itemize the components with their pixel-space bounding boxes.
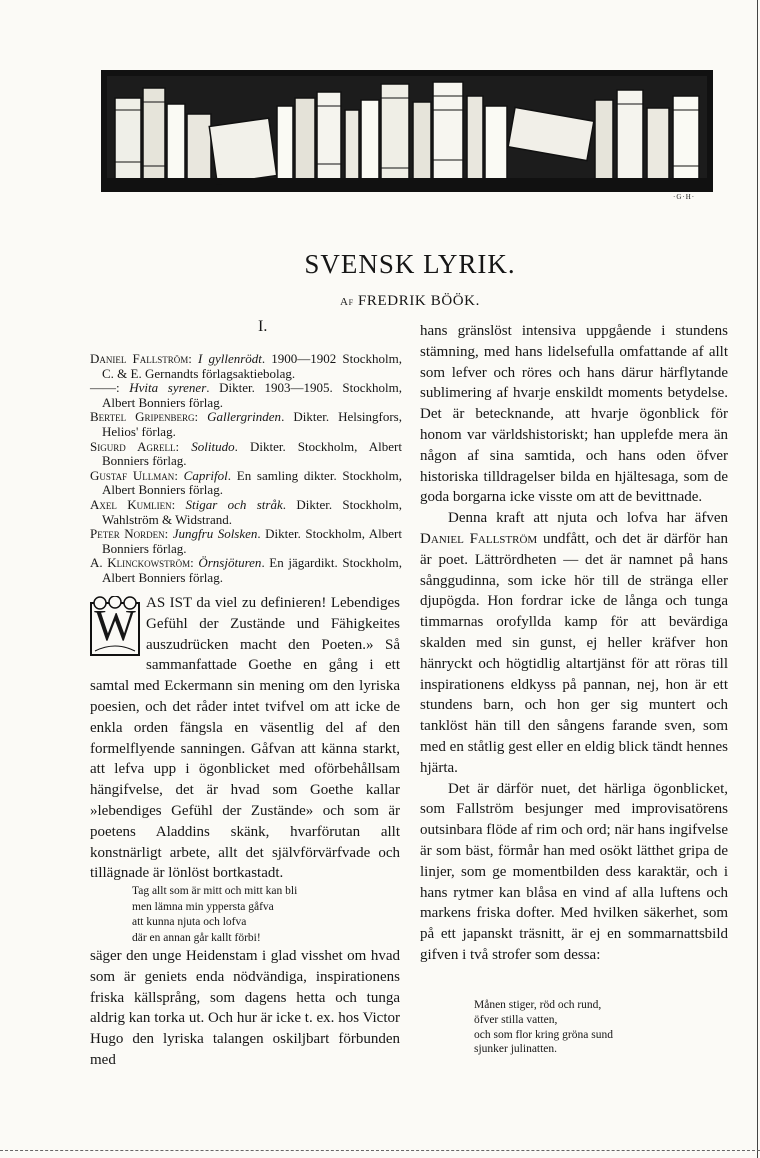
page-edge-line <box>757 0 758 1158</box>
reference-item: Axel Kumlien: Stigar och stråk. Dikter. Stockholm, Wahlström & Widstrand. <box>90 496 402 527</box>
dropcap-letter: W <box>94 601 136 650</box>
body-paragraph: säger den unge Heidenstam i glad visshet om hvad som är geniets enda nödvändiga, inspirationens friska källsprång, som dagens hetta och tunga aldrig kan torka ut. Och hur är icke t. ex. hos Victor Hugo den lyriska talangen oskiljbart förbunden med <box>90 948 400 1068</box>
left-column-opening <box>90 593 400 884</box>
poem-line: Tag allt som är mitt och mitt kan bli <box>132 885 298 897</box>
poem-line: där en annan går kallt förbi! <box>132 931 261 944</box>
fallstrom-quote <box>474 998 724 1057</box>
reference-item: A. Klinckowström: Örnsjöturen. En jägardikt. Stockholm, Albert Bonniers förlag. <box>90 555 402 585</box>
bookshelf-illustration <box>101 70 713 192</box>
byline-author: FREDRIK BÖÖK. <box>357 293 480 309</box>
body-paragraph: Denna kraft att njuta och lofva har äfven Daniel Fallström undfått, och det är därför han är poet. Lättrördheten — det är namnet på hans sånggudinna, som icke hör till de stränga eller djupögda. Hon fordrar icke de långa och tunga timmarnas orofyllda kamp för att bevärdiga skalden med sin gunst, ej heller kräfver hon hänryckt och högtidlig altartjänst för att röras till inspirationens eldkyss på pannan, nej, hon är ett stundens barn, och hon ger sig muntert och tanklöst hän till den sångens farande sven, som med en ståtlig gest eller en eldig blick tändt hennes hjärta. <box>420 510 728 776</box>
poem-line: men lämna min yppersta gåfva <box>132 900 274 913</box>
dropcap-ornament <box>90 596 140 656</box>
illustrator-signature: ·G·H· <box>673 193 696 201</box>
poem-line: Månen stiger, röd och rund, <box>474 999 602 1011</box>
reference-item: Gustaf Ullman: Caprifol. En samling dikter. Stockholm, Albert Bonniers förlag. <box>90 467 403 498</box>
poem-line: öfver stilla vatten, <box>474 1013 558 1026</box>
left-column-continuation <box>90 946 400 1071</box>
article-byline <box>0 293 760 310</box>
page-bottom-edge <box>0 1150 760 1152</box>
poem-line: att kunna njuta och lofva <box>132 916 247 928</box>
poem-line: sjunker julinatten. <box>474 1043 558 1056</box>
reference-list <box>90 352 402 586</box>
reference-item: ——: Hvita syrener. Dikter. 1903—1905. Stockholm, Albert Bonniers förlag. <box>90 380 402 410</box>
poem-line: och som flor kring gröna sund <box>474 1028 613 1041</box>
author-name: Daniel Fallström <box>420 530 538 547</box>
reference-item: Sigurd Agrell: Solitudo. Dikter. Stockholm, Albert Bonniers förlag. <box>90 438 402 469</box>
opening-paragraph: W AS IST da viel zu definieren! Lebendiges Gefühl der Zustände und Fähigkeites auszudrücken macht den Poeten.» Så sammanfattade Goethe en gång i ett samtal med Eckermann sin mening om den lyriska poesien, och det råder intet tvifvel om att icke de enkla orden fängsla en väsentlig del af den formelflyende sanningen. Gåfvan att känna starkt, att lefva upp i ögonblicket med oförbehållsam hängifvelse, det är hvad som Goethe kallar »lebendiges Gefühl der Zustände» och som är poetens Aladdins skänk, hvarförutan allt konstnärligt arbete, allt det självförvärfvade och tillägnade är lönlöst bortkastadt. <box>90 595 400 882</box>
right-column <box>420 321 728 966</box>
reference-item: Peter Norden: Jungfru Solsken. Dikter. Stockholm, Albert Bonniers förlag. <box>90 526 402 556</box>
article-title: SVENSK LYRIK. <box>304 249 516 279</box>
body-paragraph: hans gränslöst intensiva uppgående i stundens stämning, med hans lidelsefulla omfattande af allt som lefver och röres och hans därur härflytande sublimering af hvarje enskildt moments betydelse. Det är betecknande, att hvarje ögonblick för honom var världshistoriskt; han upplefde mera än någon af sina samtida, och hans oden öfver historiska tilldragelser bilda en hjältesaga, som de goda borgarna icke visste om att de bevittnade. <box>420 323 728 506</box>
body-paragraph: Det är därför nuet, det härliga ögonblicket, som Fallström besjunger med improvisatörens outsinbara flöde af rim och ord; när hans ingifvelse är som bäst, förmår han med osökt lätthet gripa de linjer, som ge momentbilden dess karaktär, och i hans rytmer kan blåsa en vind af alla luftens och markens friska dofter. Med hvilken säkerhet, som på ett japanskt träsnitt, är ej en sommarnattsbild gifven i två strofer som dessa: <box>420 780 728 963</box>
section-number: I. <box>258 318 268 335</box>
heidenstam-quote <box>132 884 392 946</box>
byline-prefix: Af <box>340 296 354 308</box>
reference-item: Daniel Fallström: I gyllenrödt. 1900—1902 Stockholm, C. & E. Gernandts förlagsaktiebolag. <box>90 351 403 381</box>
reference-item: Bertel Gripenberg: Gallergrinden. Dikter. Helsingfors, Helios' förlag. <box>90 409 402 439</box>
